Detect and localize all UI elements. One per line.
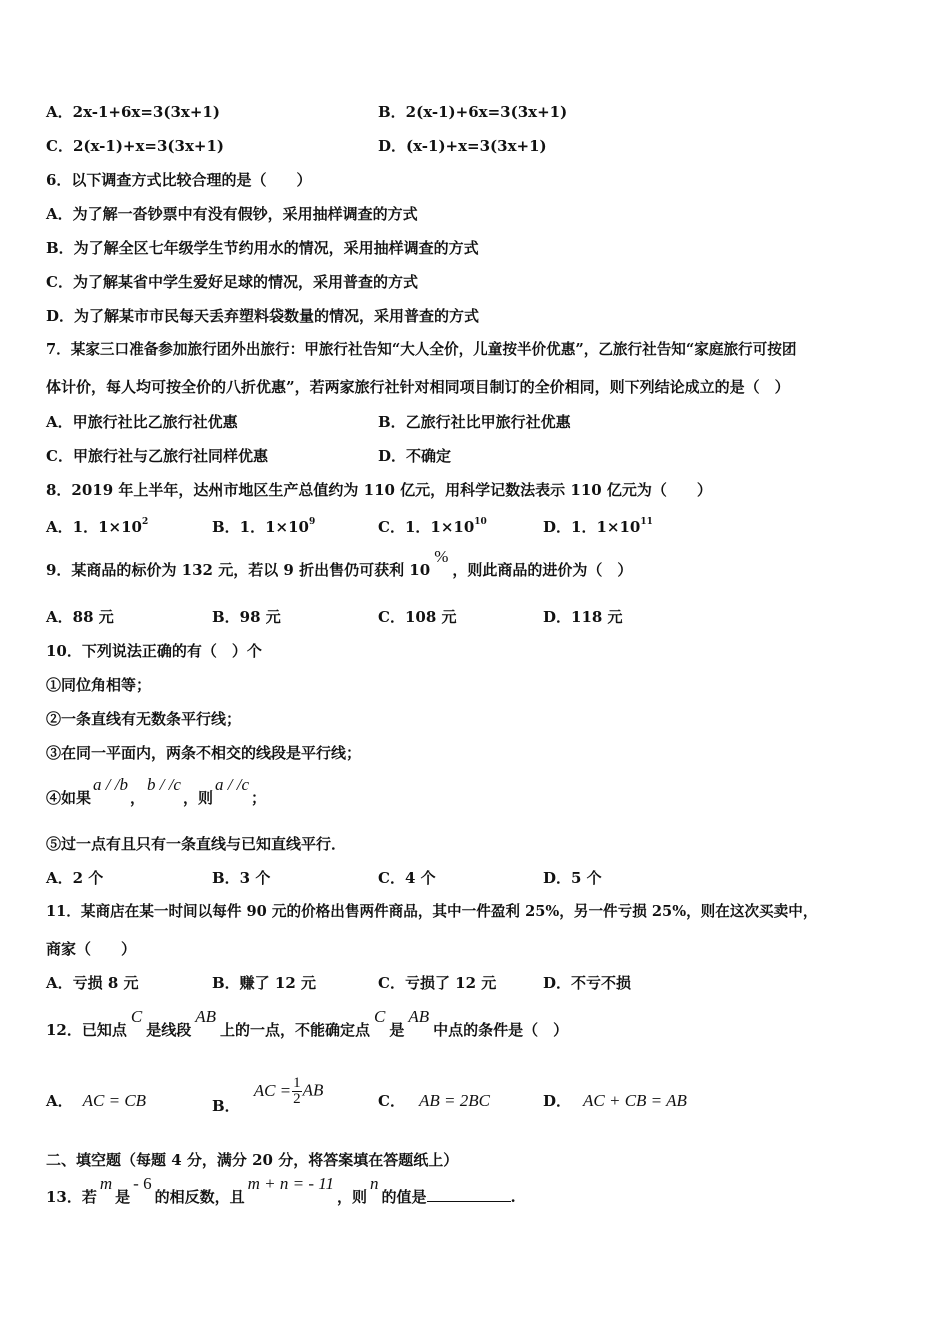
- q8-option-b: B．1．$1\times 10^9$: [212, 517, 316, 536]
- q12-option-b-math-rhs: AB: [302, 1080, 324, 1100]
- q6-option-b: B．为了解全区七年级学生节约用水的情况，采用抽样调查的方式: [46, 239, 479, 257]
- q10-stem: 10．下列说法正确的有（ ）个: [46, 642, 262, 660]
- q11-option-c: C．亏损了 12 元: [378, 974, 497, 992]
- q8-stem: 8．2019 年上半年，达州市地区生产总值约为 110 亿元，用科学记数法表示 110 亿元为（ ）: [46, 481, 712, 499]
- q10-statement-5: ⑤过一点有且只有一条直线与已知直线平行．: [46, 835, 347, 853]
- q6-option-a: A．为了解一沓钞票中有没有假钞，采用抽样调查的方式: [46, 205, 418, 223]
- q11-stem-line1: 11．某商店在某一时间以每件 90 元的价格出售两件商品，其中一件盈利 25%，另一件亏损 25%，则在这次买卖中，: [46, 903, 818, 920]
- q7-option-d: D．不确定: [378, 447, 452, 465]
- q5-option-a: A．2x-1+6x=3(3x+1): [46, 103, 220, 121]
- q9-option-a: A．88 元: [46, 608, 114, 626]
- q12-option-d: D． AC + CB = AB: [543, 1091, 687, 1110]
- q13-answer-blank[interactable]: [427, 1187, 511, 1202]
- q10-math-b-parallel-c: b / /c: [146, 775, 181, 794]
- q10-statement-2: ②一条直线有无数条平行线；: [46, 710, 242, 728]
- q13-stem: 13．若m是- 6的相反数，且m + n = - 11，则n的值是 .: [46, 1174, 516, 1206]
- q12-option-b: B．AC = $\frac{1}{2}$ AB: [212, 1075, 324, 1115]
- q12-math-ab-2: AB: [408, 1007, 430, 1026]
- q10-option-d: D．5 个: [543, 869, 602, 887]
- q12-option-b-math-lhs: AC =: [253, 1080, 292, 1100]
- q11-stem-line2: 商家（ ）: [46, 940, 137, 958]
- q9-percent-sign: %: [434, 547, 449, 566]
- q12-option-d-math: AC + CB = AB: [583, 1091, 687, 1110]
- q8-option-c: C．1．$1\times 10^{10}$: [378, 517, 487, 536]
- q5-option-d: D．(x-1)+x=3(3x+1): [378, 137, 547, 155]
- q12-stem: 12．已知点C是线段AB上的一点，不能确定点C是AB中点的条件是（ ）: [46, 1007, 569, 1039]
- q12-option-a-math: AC = CB: [82, 1091, 147, 1110]
- q6-option-d: D．为了解某市市民每天丢弃塑料袋数量的情况，采用普查的方式: [46, 307, 480, 325]
- q10-statement-4: ④如果a / /b，b / /c，则a / /c；: [46, 775, 267, 807]
- q10-option-a: A．2 个: [46, 869, 104, 887]
- q7-stem-line2: 体计价，每人均可按全价的八折优惠”，若两家旅行社针对相同项目制订的全价相同，则下列结论成立的是（ ）: [46, 378, 790, 396]
- q13-math-neg6: - 6: [133, 1174, 152, 1193]
- q5-option-c: C．2(x-1)+x=3(3x+1): [46, 137, 225, 155]
- section2-title: 二、填空题（每题 4 分，满分 20 分，将答案填在答题纸上）: [46, 1151, 459, 1169]
- q12-option-a: A． AC = CB: [46, 1091, 147, 1110]
- q7-option-b: B．乙旅行社比甲旅行社优惠: [378, 413, 571, 431]
- q13-math-m: m: [99, 1174, 113, 1193]
- q8-option-a: A．1．$1\times 10^2$: [46, 517, 149, 536]
- q9-option-d: D．118 元: [543, 608, 623, 626]
- q13-math-equation: m + n = - 11: [247, 1174, 334, 1193]
- q7-option-c: C．甲旅行社与乙旅行社同样优惠: [46, 447, 268, 465]
- q10-statement-1: ①同位角相等；: [46, 676, 152, 694]
- q10-math-a-parallel-b: a / /b: [93, 775, 128, 794]
- q7-stem-line1: 7．某家三口准备参加旅行团外出旅行：甲旅行社告知“大人全价，儿童按半价优惠”，乙旅行社告知“家庭旅行可按团: [46, 341, 797, 358]
- q9-option-b: B．98 元: [212, 608, 281, 626]
- q10-option-b: B．3 个: [212, 869, 271, 887]
- q9-stem: 9．某商品的标价为 132 元，若以 9 折出售仍可获利 10%，则此商品的进价为（ ）: [46, 547, 633, 579]
- q9-option-c: C．108 元: [378, 608, 457, 626]
- q12-option-c-math: AB = 2BC: [418, 1091, 490, 1110]
- q7-option-a: A．甲旅行社比乙旅行社优惠: [46, 413, 238, 431]
- q5-option-b: B．2(x-1)+6x=3(3x+1): [378, 103, 568, 121]
- q12-math-c-2: C: [374, 1007, 386, 1026]
- q12-math-ab: AB: [195, 1007, 217, 1026]
- q10-statement-3: ③在同一平面内，两条不相交的线段是平行线；: [46, 744, 362, 762]
- q12-option-c: C． AB = 2BC: [378, 1091, 490, 1110]
- q10-option-c: C．4 个: [378, 869, 436, 887]
- q12-math-c: C: [130, 1007, 143, 1026]
- q8-option-d: D．1．$1\times 10^{11}$: [543, 517, 653, 536]
- q6-option-c: C．为了解某省中学生爱好足球的情况，采用普查的方式: [46, 273, 418, 291]
- q13-math-n: n: [370, 1174, 379, 1193]
- q11-option-d: D．不亏不损: [543, 974, 632, 992]
- q11-option-a: A．亏损 8 元: [46, 974, 139, 992]
- q6-stem: 6．以下调查方式比较合理的是（ ）: [46, 171, 312, 189]
- q12-option-b-fraction: $\frac{1}{2}$: [293, 1075, 301, 1107]
- q11-option-b: B．赚了 12 元: [212, 974, 316, 992]
- q10-math-a-parallel-c: a / /c: [215, 775, 249, 794]
